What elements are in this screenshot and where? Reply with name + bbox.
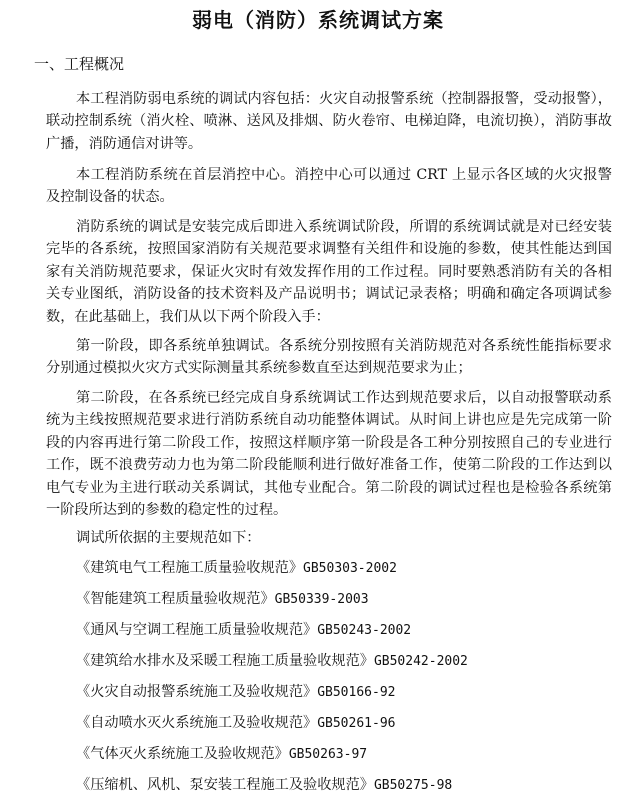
document-title: 弱电（消防）系统调试方案 [192, 8, 444, 32]
paragraph-4: 第一阶段，即各系统单独调试。各系统分别按照有关消防规范对各系统性能指标要求分别通过模拟火灾方式实际测量其系统参数直至达到规范要求为止； [46, 338, 612, 377]
standard-code: GB50275-98 [373, 778, 453, 793]
standard-code: GB50303-2002 [303, 561, 397, 576]
standard-item [76, 558, 397, 579]
standard-item [76, 651, 468, 672]
standard-item [76, 620, 411, 641]
standard-item [76, 775, 452, 796]
standard-item [76, 713, 395, 734]
standard-item [76, 589, 369, 610]
standard-code: GB50243-2002 [317, 623, 412, 638]
section-heading: 一、工程概况 [34, 55, 125, 73]
standard-name: 《火灾自动报警系统施工及验收规范》 [76, 684, 318, 700]
paragraph-6: 调试所依据的主要规范如下： [76, 530, 261, 546]
paragraph-2: 本工程消防系统在首层消控中心。消控中心可以通过 CRT 上显示各区域的火灾报警及控制设备的状态。 [46, 167, 612, 206]
standard-item [76, 682, 395, 703]
standard-code: GB50261-96 [317, 716, 396, 731]
standard-name: 《压缩机、风机、泵安装工程施工及验收规范》 [76, 777, 374, 793]
standard-code: GB50263-97 [288, 747, 368, 762]
standard-name: 《建筑电气工程施工质量验收规范》 [76, 560, 304, 576]
paragraph-5: 第二阶段，在各系统已经完成自身系统调试工作达到规范要求后，以自动报警联动系统为主线按照规范要求进行消防系统自动功能整体调试。从时间上讲也应是先完成第一阶段的内容再进行第二阶段工作，按照这样顺序第一阶段是各工种分别按照自己的专业进行工作，既不浪费劳动力也为第二阶段能顺利进行做好准备工作，使第二阶段的工作达到以电气专业为主进行联动关系调试，其他专业配合。第二阶段的调试过程也是检验各系统第一阶段所达到的参数的稳定性的过程。 [46, 390, 612, 519]
standard-name: 《智能建筑工程质量验收规范》 [76, 591, 275, 607]
standard-item [76, 744, 367, 765]
standard-name: 《自动喷水灭火系统施工及验收规范》 [76, 715, 318, 731]
paragraph-1: 本工程消防弱电系统的调试内容包括：火灾自动报警系统（控制器报警，受动报警），联动控制系统（消火栓、喷淋、送风及排烟、防火卷帘、电梯迫降，电流切换），消防事故广播，消防通信对讲等。 [46, 91, 612, 152]
standard-name: 《通风与空调工程施工质量验收规范》 [76, 622, 318, 638]
standard-name: 《气体灭火系统施工及验收规范》 [76, 746, 289, 762]
standard-code: GB50242-2002 [373, 654, 468, 669]
standard-name: 《建筑给水排水及采暖工程施工质量验收规范》 [76, 653, 374, 669]
standard-code: GB50339-2003 [274, 592, 369, 607]
paragraph-3: 消防系统的调试是安装完成后即进入系统调试阶段，所谓的系统调试就是对已经安装完毕的各系统，按照国家消防有关规范要求调整有关组件和设施的参数，使其性能达到国家有关消防规范要求，保证火灾时有效发挥作用的工作过程。同时要熟悉消防有关的各相关专业图纸，消防设备的技术资料及产品说明书；调试记录表格；明确和确定各项调试参数，在此基础上，我们从以下两个阶段入手： [46, 219, 612, 325]
standard-code: GB50166-92 [317, 685, 396, 700]
